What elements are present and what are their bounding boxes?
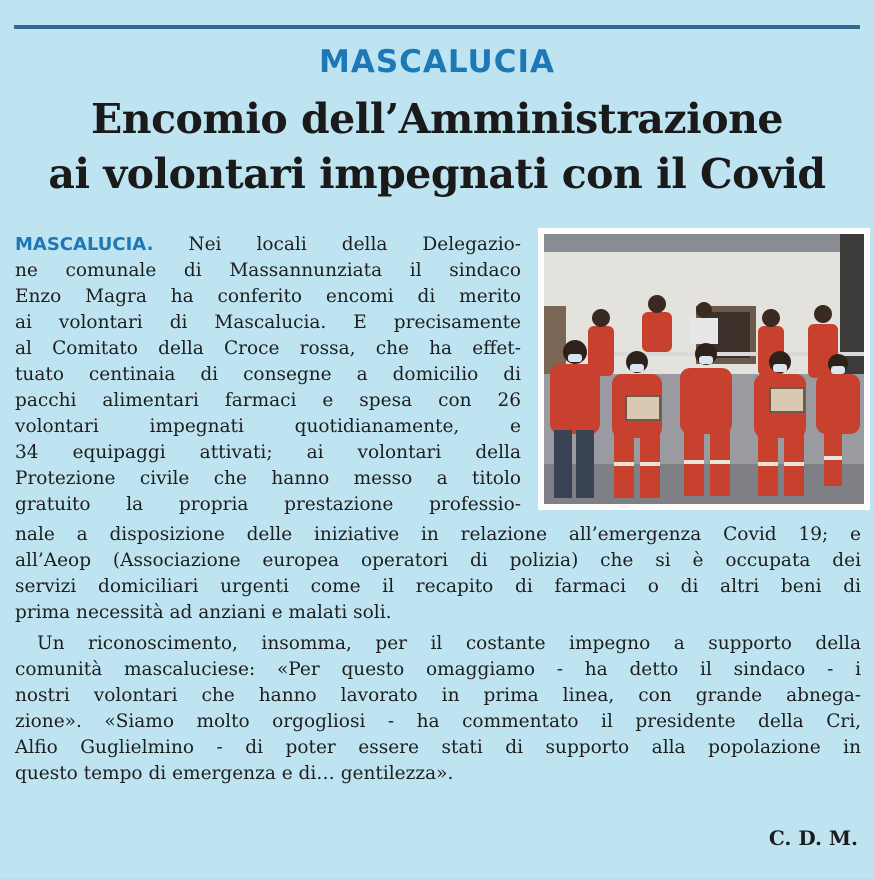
dateline: MASCALUCIA. [15,234,154,255]
body-line-20: Alfio Guglielmino - di poter essere stati di supporto alla popolazione in [15,737,861,758]
body-line-18: nostri volontari che hanno lavorato in prima linea, con grande abnega- [15,685,861,706]
body-line-8: volontari impegnati quotidianamente, e [15,416,521,437]
body-line-1 [15,232,521,257]
body-line-11: gratuito la propria prestazione professio- [15,494,521,515]
body-line-6: tuato centinaia di consegne a domicilio di [15,364,521,385]
headline-line-1: Encomio dell’Amministrazione [91,95,783,143]
headline [0,92,874,202]
headline-line-2: ai volontari impegnati con il Covid [48,150,826,198]
body-line-7: pacchi alimentari farmaci e spesa con 26 [15,390,521,411]
photo-frame [538,228,870,510]
body-line-21: questo tempo di emergenza e di… gentilezza». [15,763,454,784]
body-line-16: Un riconoscimento, insomma, per il costante impegno a supporto della [37,633,861,654]
body-line-9: 34 equipaggi attivati; ai volontari della [15,442,521,463]
body-line-17: comunità mascaluciese: «Per questo omaggiamo - ha detto il sindaco - i [15,659,861,680]
group-photo [544,234,864,504]
body-line-19: zione». «Siamo molto orgogliosi - ha commentato il presidente della Cri, [15,711,861,732]
signature: C. D. M. [768,826,858,850]
body-line-3: Enzo Magra ha conferito encomi di merito [15,286,521,307]
body-line-12: nale a disposizione delle iniziative in relazione all’emergenza Covid 19; e [15,524,861,545]
body-line-5: al Comitato della Croce rossa, che ha effet- [15,338,521,359]
body-line-14: servizi domiciliari urgenti come il recapito di farmaci o di altri beni di [15,576,861,597]
top-rule [14,25,860,29]
body-line-13: all’Aeop (Associazione europea operatori di polizia) che si è occupata dei [15,550,861,571]
body-line-10: Protezione civile che hanno messo a titolo [15,468,521,489]
body-line-2: ne comunale di Massannunziata il sindaco [15,260,521,281]
body-line-15: prima necessità ad anziani e malati soli. [15,602,392,623]
section-kicker: MASCALUCIA [318,44,555,80]
body-line-4: ai volontari di Mascalucia. E precisamente [15,312,521,333]
body-line-1-text: Nei locali della Delegazio- [188,234,521,255]
